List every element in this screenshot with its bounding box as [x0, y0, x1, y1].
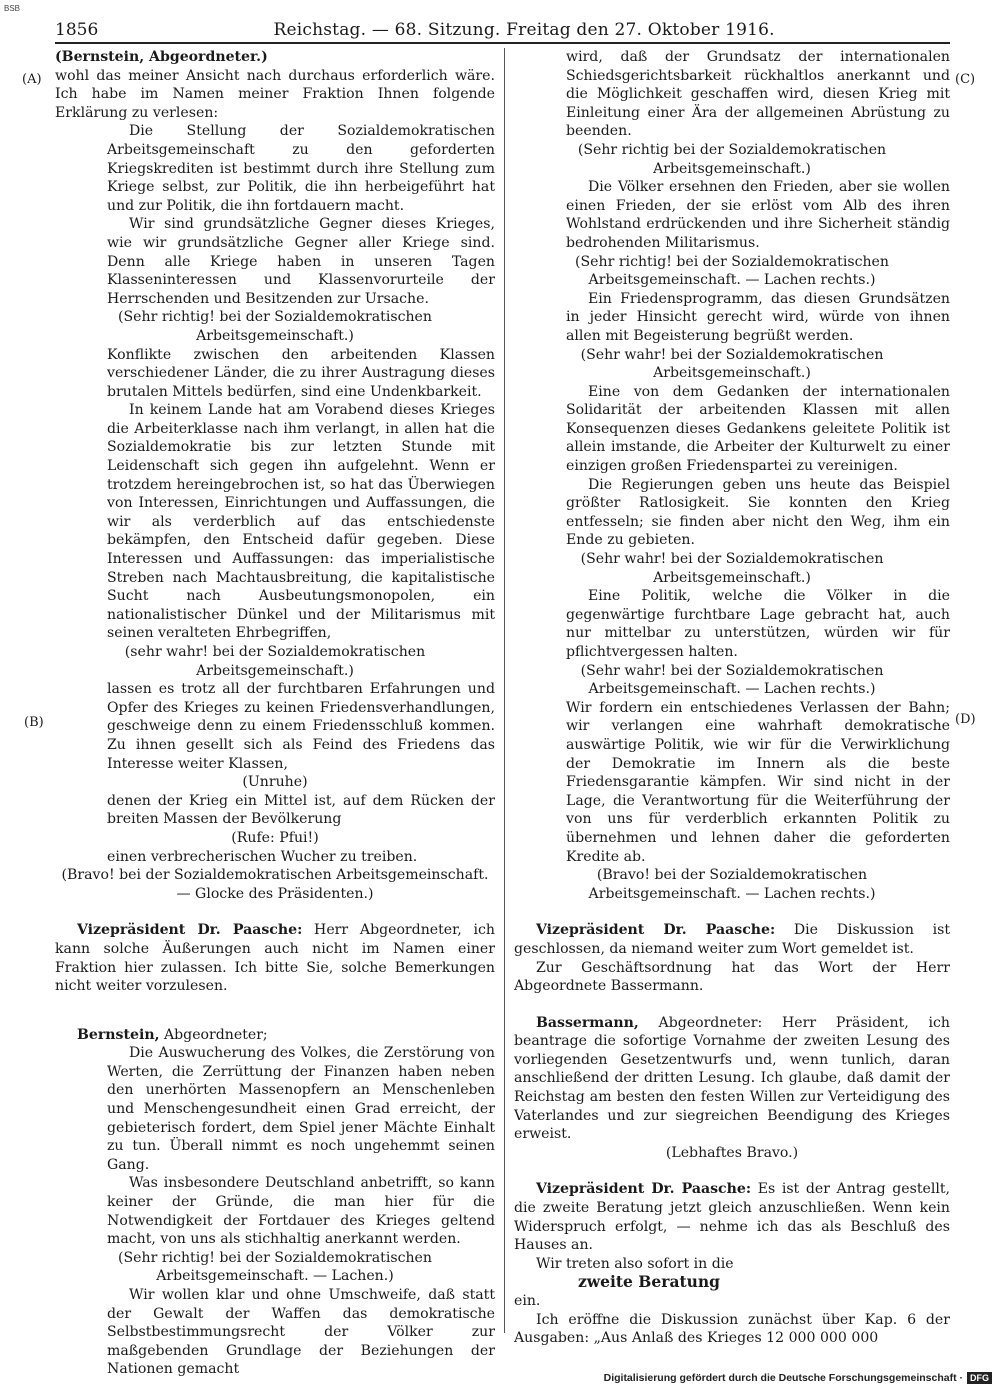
- remark: (sehr wahr! bei der Sozialdemokratischen Arbeitsgemeinschaft.): [124, 644, 426, 679]
- remark: (Sehr wahr! bei der Sozialdemokratischen Arbeitsgemeinschaft.): [580, 346, 884, 382]
- column-divider: [504, 48, 505, 1333]
- right-column: [514, 48, 950, 1348]
- page-number: 1856: [55, 20, 99, 40]
- quoted-paragraph: Die Stellung der Sozialdemokratischen Arbeitsgemeinschaft zu den geforderten Kriegskrediten ist bestimmt durch ihre Stellung zum Kriege selbst, zur Politik, die ihn herbeigeführt hat und zur Politik, die ihn fortdauern macht.: [107, 123, 495, 214]
- remark: (Sehr richtig! bei der Sozialdemokratischen Arbeitsgemeinschaft. — Lachen.): [118, 1249, 432, 1285]
- speech-paragraph: ein.: [514, 1293, 541, 1309]
- speech-text: Herr Abgeordneter, ich kann solche Äußerungen auch nicht im Namen einer Fraktion hier zulassen. Ich bitte Sie, solche Bemerkungen nicht weiter vorzulesen.: [55, 922, 495, 995]
- quoted-paragraph: Eine von dem Gedanken der internationalen Solidarität der arbeitenden Klassen mit allen Konsequenzen dieses Gedankens geleitete Politik ist allein imstande, die Arbeiter der Kulturwelt zu einer einzigen großen Friedenspartei zu vereinigen.: [566, 383, 950, 475]
- corner-label: BSB: [4, 4, 21, 13]
- speaker-name: Vizepräsident Dr. Paasche:: [77, 922, 303, 939]
- remark: (Sehr richtig bei der Sozialdemokratischen Arbeitsgemeinschaft.): [577, 141, 887, 177]
- quoted-paragraph: Wir fordern ein entschiedenes Verlassen der Bahn; wir verlangen eine wahrhaft demokratische auswärtige Politik, wie wir für die Verwirklichung der Demokratie im Innern als die beste Friedensgarantie kämpfen. Wir sind nicht in der Lage, die Verantwortung für die Weiterführung der von uns für verderblich erkannten Politik zu übernehmen und lehnen daher die geforderten Kredite ab.: [566, 699, 950, 865]
- page-header: [55, 18, 950, 44]
- speech-text: Die Diskussion ist geschlossen, da niemand weiter zum Wort gemeldet ist.: [514, 922, 950, 957]
- quoted-paragraph: Die Auswucherung des Volkes, die Zerstörung von Werten, die Zerrüttung der Finanzen haben neben den unerhörten Massenopfern an Menschenleben und Menschengesundheit einen Grad erreicht, der gebieterisch fordert, dem Spiel jener Mächte Einhalt zu tun. Überall nimmt es noch ungehemmt seinen Gang.: [107, 1045, 495, 1173]
- speech-paragraph: Zur Geschäftsordnung hat das Wort der Herr Abgeordnete Bassermann.: [514, 959, 950, 995]
- speaker-name: Bassermann,: [536, 1014, 639, 1031]
- quoted-paragraph: Die Völker ersehnen den Frieden, aber sie wollen einen Frieden, der sie erlöst vom Alb des ihren Wohlstand erdrückenden und ihre Sicherheit ständig bedrohenden Militarismus.: [566, 179, 950, 251]
- speech-paragraph: [55, 921, 495, 995]
- quoted-paragraph: Die Regierungen geben uns heute das Beispiel größter Ratlosigkeit. Sie konnten den Krieg entfesseln; sie finden aber nicht den Weg, ihm ein Ende zu gebieten.: [566, 476, 950, 549]
- speech-paragraph: [55, 1026, 495, 1045]
- speech-paragraph: Wir treten also sofort in die: [536, 1255, 734, 1272]
- remark: (Bravo! bei der Sozialdemokratischen Arbeitsgemeinschaft. — Lachen rechts.): [588, 867, 876, 902]
- quoted-paragraph: Wir wollen klar und ohne Umschweife, daß statt der Gewalt der Waffen das demokratische Selbstbestimmungsrecht der Völker zur maßgebenden Grundlage der Beziehungen der Nationen gemacht: [107, 1287, 495, 1378]
- quoted-paragraph: Ein Friedensprogramm, das diesen Grundsätzen in jeder Hinsicht gerecht wird, würde von ihnen allen mit Begeisterung begrüßt werden.: [566, 290, 950, 344]
- paragraph: wohl das meiner Ansicht nach durchaus erforderlich wäre. Ich habe im Namen meiner Fraktion Ihnen folgende Erklärung zu verlesen:: [55, 67, 495, 121]
- quoted-paragraph: Eine Politik, welche die Völker in die gegenwärtige furchtbare Lage gebracht hat, auch nur mittelbar zu unterstützen, würden wir für pflichtvergessen halten.: [566, 588, 950, 660]
- margin-marker-b: (B): [24, 715, 44, 730]
- speech-paragraph: [514, 1014, 950, 1144]
- section-heading: zweite Beratung: [578, 1272, 721, 1292]
- footer-text: Digitalisierung gefördert durch die Deutsche Forschungsgemeinschaft ·: [603, 1372, 963, 1384]
- quoted-paragraph: einen verbrecherischen Wucher zu treiben.: [107, 848, 418, 865]
- digitization-footer: [604, 1372, 992, 1384]
- margin-marker-a: (A): [22, 72, 42, 87]
- left-column: [55, 48, 495, 1379]
- speaker-name: Vizepräsident Dr. Paasche:: [536, 922, 776, 939]
- quoted-paragraph: Was insbesondere Deutschland anbetrifft, so kann keiner der Gründe, die man hier für die Notwendigkeit der Fortdauer des Krieges geltend macht, von uns als stichhaltig anerkannt werden.: [107, 1175, 495, 1248]
- quoted-paragraph: denen der Krieg ein Mittel ist, auf dem Rücken der breiten Massen der Bevölkerung: [107, 792, 495, 828]
- remark: (Sehr richtig! bei der Sozialdemokratischen Arbeitsgemeinschaft.): [118, 309, 432, 344]
- remark: (Bravo! bei der Sozialdemokratischen Arbeitsgemeinschaft. — Glocke des Präsidenten.): [61, 867, 489, 902]
- speech-paragraph: [514, 921, 950, 958]
- quoted-paragraph: wird, daß der Grundsatz der internationalen Schiedsgerichtsbarkeit rückhaltlos anerkannt und die Möglichkeit geschaffen wird, diesen Krieg mit Einleitung einer Ära der allgemeinen Abrüstung zu beenden.: [566, 49, 950, 140]
- remark: (Lebhaftes Bravo.): [665, 1144, 799, 1161]
- dfg-logo: DFG: [967, 1372, 992, 1384]
- remark: (Sehr wahr! bei der Sozialdemokratischen Arbeitsgemeinschaft.): [580, 551, 884, 586]
- quoted-paragraph: In keinem Lande hat am Vorabend dieses Krieges die Arbeiterklasse nach ihm verlangt, in allen hat die Sozialdemokratie bis zur letzten Stunde mit Leidenschaft sich gegen ihn aufgelehnt. Wenn er trotzdem hereingebrochen ist, so hat das Überwiegen von Interessen, Einrichtungen und Auffassungen, die wir als verderblich auf das entschiedenste bekämpfen, den Entscheid dafür gegeben. Diese Interessen und Auffassungen: das imperialistische Streben nach Machtausbreitung, die kapitalistische Sucht nach Ausbeutungsmonopolen, ein nationalistischer Dünkel und der Militarismus mit seinen veralteten Ehrbegriffen,: [107, 402, 495, 642]
- margin-marker-c: (C): [955, 72, 976, 87]
- remark: (Rufe: Pfui!): [231, 829, 319, 846]
- speaker-name: Bernstein,: [77, 1026, 160, 1043]
- speaker-continuation: (Bernstein, Abgeordneter.): [55, 49, 268, 65]
- speech-paragraph: [514, 1180, 950, 1254]
- remark: (Unruhe): [242, 774, 308, 791]
- margin-marker-d: (D): [955, 712, 976, 727]
- remark: (Sehr richtig! bei der Sozialdemokratischen Arbeitsgemeinschaft. — Lachen rechts.): [575, 253, 889, 289]
- speech-text: Es ist der Antrag gestellt, die zweite Beratung jetzt gleich anzuschließen. Wenn kein Widerspruch erfolgt, — nehme ich das als Beschluß des Hauses an.: [514, 1181, 951, 1254]
- quoted-paragraph: Wir sind grundsätzliche Gegner dieses Krieges, wie wir grundsätzliche Gegner aller Kriege sind. Denn alle Kriege haben in unseren Tagen Klasseninteressen und Klassenvorurteile der Herrschenden und Besitzenden zur Ursache.: [107, 216, 495, 307]
- speech-paragraph: Ich eröffne die Diskussion zunächst über Kap. 6 der Ausgaben: „Aus Anlaß des Krieges 12 000 000 000: [514, 1311, 950, 1347]
- quoted-paragraph: Konflikte zwischen den arbeitenden Klassen verschiedener Länder, die zu ihrer Austragung dieses brutalen Mittels bedürfen, sind eine Undenkbarkeit.: [107, 346, 495, 400]
- speaker-name: Vizepräsident Dr. Paasche:: [536, 1181, 752, 1198]
- remark: (Sehr wahr! bei der Sozialdemokratischen Arbeitsgemeinschaft. — Lachen rechts.): [580, 662, 884, 698]
- quoted-paragraph: lassen es trotz all der furchtbaren Erfahrungen und Opfer des Krieges zu keinen Friedensverhandlungen, geschweige denn zu einem Friedensschluß kommen. Zu ihnen gesellt sich als Feind des Friedens das Interesse weiter Klassen,: [107, 681, 495, 772]
- page-title: Reichstag. — 68. Sitzung. Freitag den 27. Oktober 1916.: [273, 20, 775, 40]
- speaker-role: Abgeordneter;: [163, 1026, 268, 1043]
- speech-text: Abgeordneter: Herr Präsident, ich beantrage die sofortige Vornahme der zweiten Lesung des vorliegenden Gesetzentwurfs und, wenn tunlich, daran anschließend der dritten Lesung. Ich glaube, daß damit der Reichstag am besten den festen Willen zur Verteidigung des Vaterlandes und zur siegreichen Beendigung des Krieges erweist.: [514, 1014, 950, 1143]
